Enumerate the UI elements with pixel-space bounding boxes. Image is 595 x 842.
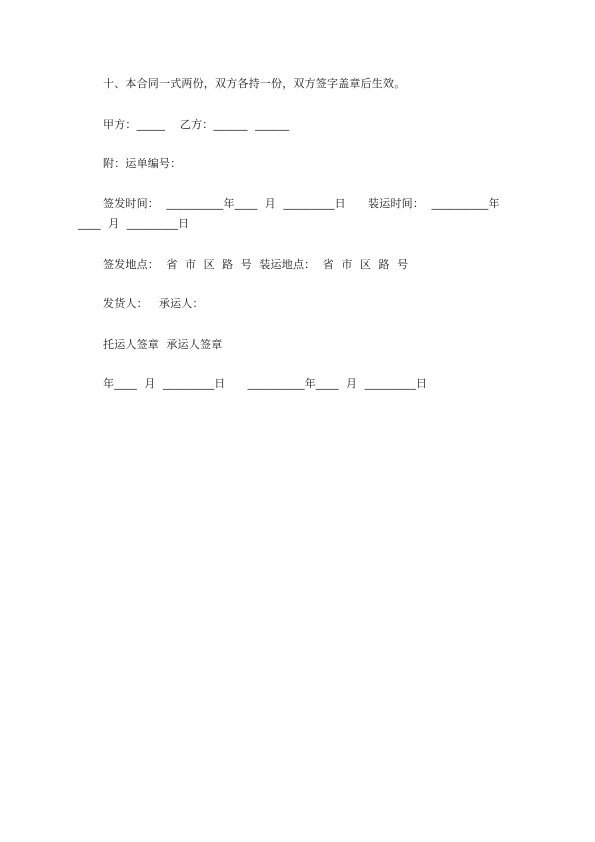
issue-and-loading-time-line: 签发时间： __________年____ 月 _________日 装运时间： __________年 bbox=[103, 197, 500, 210]
signature-date-line: 年____ 月 _________日 __________年____ 月 _________日 bbox=[103, 377, 428, 390]
signature-stamp-line: 托运人签章 承运人签章 bbox=[103, 338, 223, 351]
waybill-number-line: 附：运单编号： bbox=[103, 157, 182, 170]
shipper-carrier-line: 发货人： 承运人： bbox=[103, 297, 204, 310]
loading-time-continuation-line: ____ 月 _________日 bbox=[78, 217, 190, 230]
issue-and-loading-place-line: 签发地点： 省 市 区 路 号 装运地点： 省 市 区 路 号 bbox=[103, 258, 409, 271]
clause-ten-text: 十、本合同一式两份，双方各持一份，双方签字盖章后生效。 bbox=[103, 77, 406, 90]
party-signature-line: 甲方：_____ 乙方：______ ______ bbox=[103, 118, 290, 131]
